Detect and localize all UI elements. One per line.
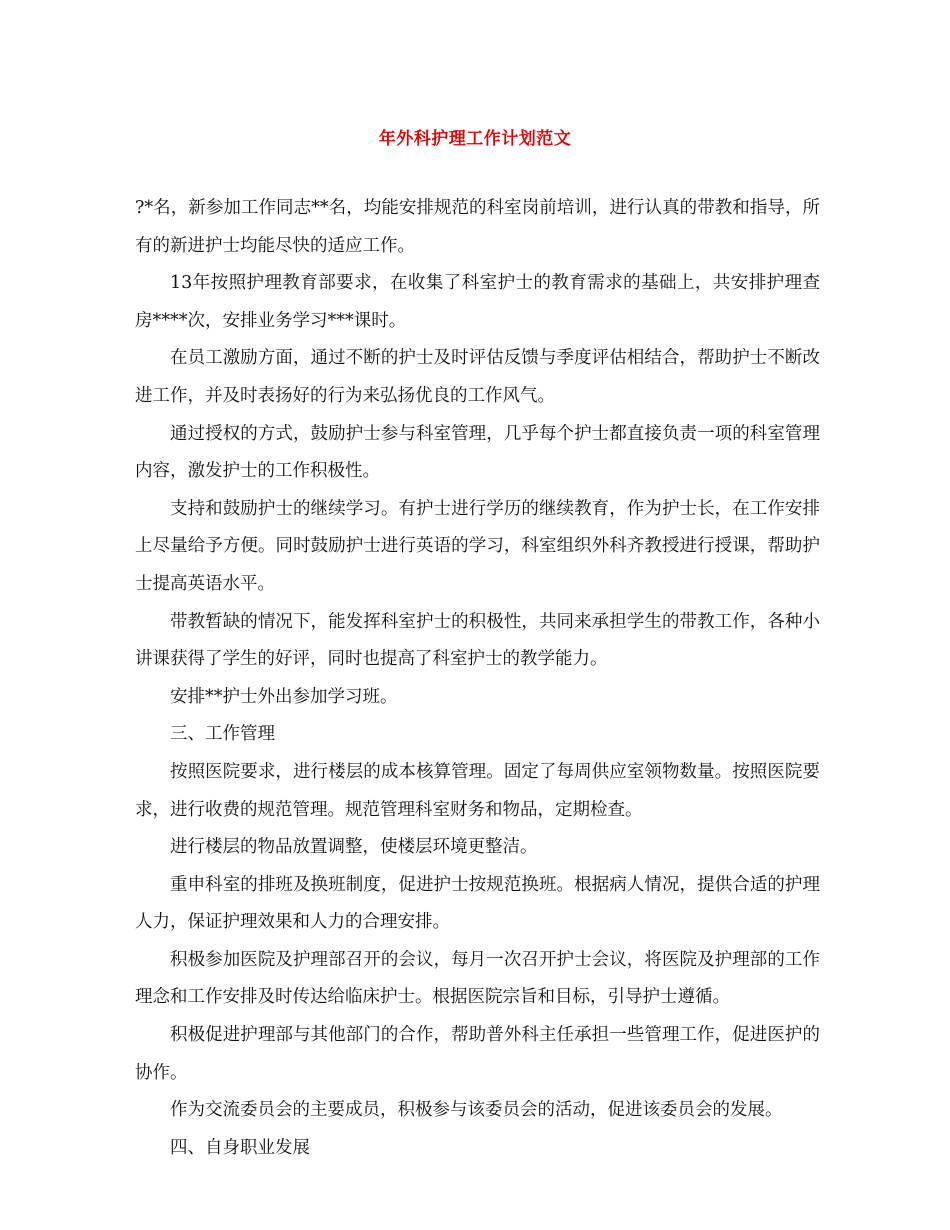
paragraph-7: 安排**护士外出参加学习班。 bbox=[170, 686, 398, 707]
paragraph-10: 进行楼层的物品放置调整，使楼层环境更整洁。 bbox=[170, 837, 538, 858]
paragraph-6: 带教暂缺的情况下，能发挥科室护士的积极性，共同来承担学生的带教工作，各种小讲课获得了学生的好评，同时也提高了科室护士的教学能力。 bbox=[135, 611, 820, 670]
paragraph-1: ?*名，新参加工作同志**名，均能安排规范的科室岗前培训，进行认真的带教和指导，所有的新进护士均能尽快的适应工作。 bbox=[135, 198, 820, 256]
document-title: 年外科护理工作计划范文 bbox=[378, 129, 572, 149]
paragraph-9: 按照医院要求，进行楼层的成本核算管理。固定了每周供应室领物数量。按照医院要求，进行收费的规范管理。规范管理科室财务和物品，定期检查。 bbox=[135, 761, 820, 820]
paragraph-4: 通过授权的方式，鼓励护士参与科室管理，几乎每个护士都直接负责一项的科室管理内容，激发护士的工作积极性。 bbox=[135, 423, 820, 482]
paragraph-5: 支持和鼓励护士的继续学习。有护士进行学历的继续教育，作为护士长，在工作安排上尽量给予方便。同时鼓励护士进行英语的学习，科室组织外科齐教授进行授课，帮助护士提高英语水平。 bbox=[135, 498, 820, 594]
paragraph-12: 积极参加医院及护理部召开的会议，每月一次召开护士会议，将医院及护理部的工作理念和工作安排及时传达给临床护士。根据医院宗旨和目标，引导护士遵循。 bbox=[135, 949, 820, 1008]
paragraph-11: 重申科室的排班及换班制度，促进护士按规范换班。根据病人情况，提供合适的护理人力，保证护理效果和人力的合理安排。 bbox=[135, 874, 820, 933]
paragraph-14: 作为交流委员会的主要成员，积极参与该委员会的活动，促进该委员会的发展。 bbox=[170, 1100, 783, 1121]
section-heading-work-management: 三、工作管理 bbox=[170, 724, 275, 745]
paragraph-2: 13年按照护理教育部要求，在收集了科室护士的教育需求的基础上，共安排护理查房****次，安排业务学习***课时。 bbox=[135, 273, 820, 331]
section-heading-career-development: 四、自身职业发展 bbox=[170, 1137, 310, 1158]
paragraph-13: 积极促进护理部与其他部门的合作，帮助普外科主任承担一些管理工作，促进医护的协作。 bbox=[135, 1025, 820, 1083]
paragraph-3: 在员工激励方面，通过不断的护士及时评估反馈与季度评估相结合，帮助护士不断改进工作，并及时表扬好的行为来弘扬优良的工作风气。 bbox=[135, 348, 820, 406]
document-body bbox=[135, 190, 820, 1167]
